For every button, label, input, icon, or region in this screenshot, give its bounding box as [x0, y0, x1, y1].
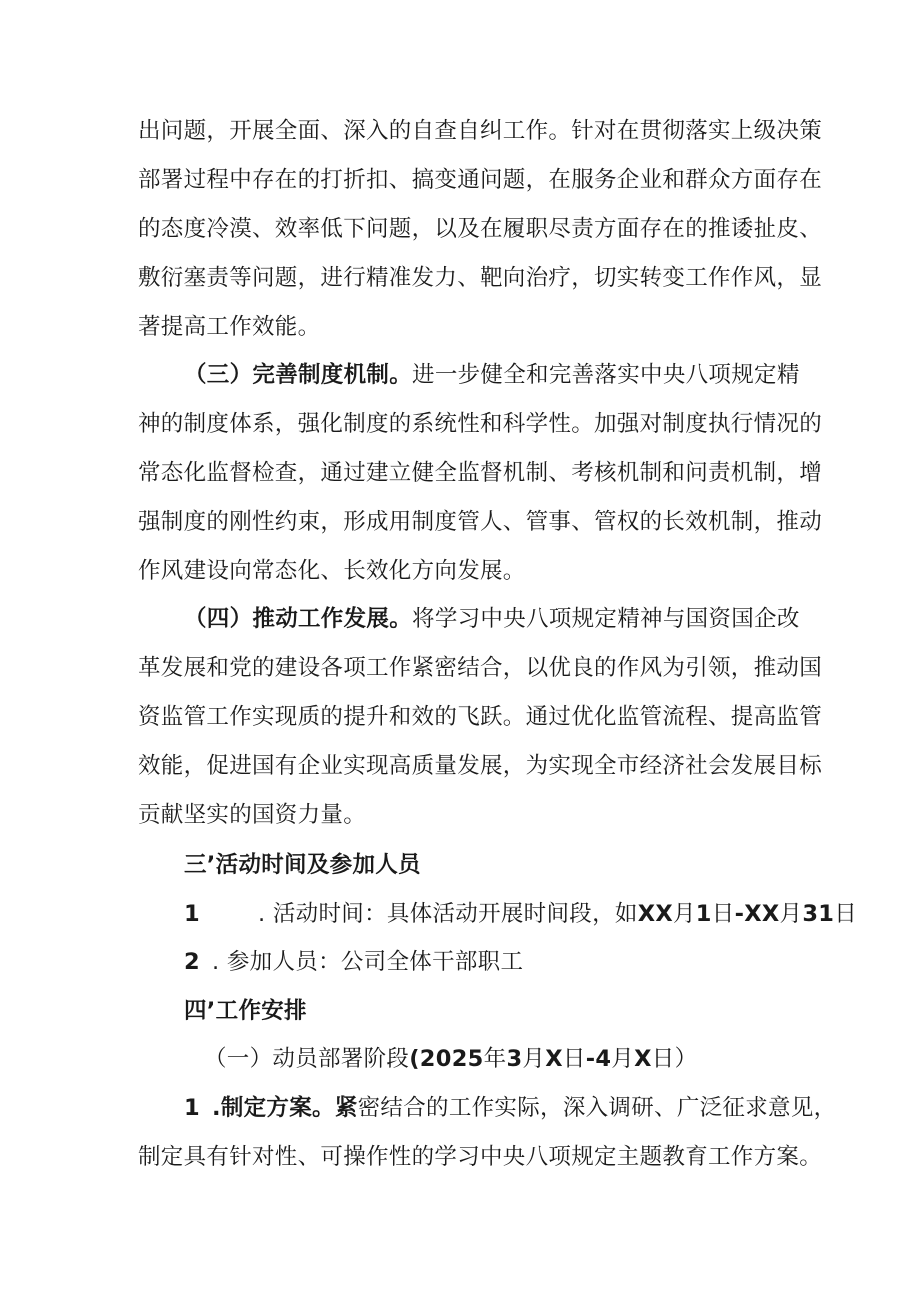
body-text: 将学习中央八项规定精神与国资国企改 [412, 606, 800, 632]
section-title: 三’活动时间及参加人员 [184, 852, 421, 878]
paragraph-heading: （三）完善制度机制。 [184, 362, 413, 388]
body-text-line: 部署过程中存在的打折扣、搞变通问题，在服务企业和群众方面存在 [138, 167, 823, 193]
date-text: 月 [611, 1046, 635, 1072]
date-text: 年 [483, 1046, 507, 1072]
list-item-text: . 参加人员：公司全体干部职工 [211, 949, 524, 975]
body-text-line: 常态化监督检查，通过建立健全监督机制、考核机制和问责机制，增 [138, 460, 823, 486]
date-text: 3 [506, 1046, 523, 1072]
date-text: 31 [802, 901, 835, 927]
body-text-line: 敷衍塞责等问题，进行精准发力、靶向治疗，切实转变工作作风，显 [138, 265, 823, 291]
date-text: 日 [562, 1046, 586, 1072]
date-text: 月 [522, 1046, 546, 1072]
paragraph-first-line [184, 604, 800, 634]
body-text-line: 贡献坚实的国资力量。 [138, 802, 367, 828]
stage-heading-text: （一）动员部署阶段 [204, 1046, 410, 1072]
date-text: XX [637, 901, 673, 927]
plan-first-line [184, 1093, 837, 1123]
body-text-line: 效能，促进国有企业实现高质量发展，为实现全市经济社会发展目标 [138, 753, 823, 779]
date-text: ( [409, 1046, 420, 1072]
date-text: -4 [585, 1046, 612, 1072]
list-number: 2 [184, 949, 200, 975]
paragraph-first-line [184, 360, 800, 390]
body-text: 进一步健全和完善落实中央八项规定精 [412, 362, 800, 388]
body-text-line: 资监管工作实现质的提升和效的飞跃。通过优化监管流程、提高监管 [138, 704, 823, 730]
paragraph-heading: .制定方案。紧 [211, 1095, 358, 1121]
body-text-line: 制定具有针对性、可操作性的学习中央八项规定主题教育工作方案。 [138, 1144, 823, 1170]
body-text: 密结合的工作实际，深入调研、广泛征求意见， [357, 1095, 837, 1121]
body-text-line: 革发展和党的建设各项工作紧密结合，以优良的作风为引领，推动国 [138, 655, 823, 681]
body-text-line: 神的制度体系，强化制度的系统性和科学性。加强对制度执行情况的 [138, 411, 823, 437]
list-item [184, 947, 523, 977]
date-text: 月 [779, 901, 803, 927]
date-text: 日） [651, 1046, 698, 1072]
date-text: -XX [734, 901, 780, 927]
body-text-line: 强制度的刚性约束，形成用制度管人、管事、管权的长效机制，推动 [138, 509, 823, 535]
list-number: 1 [184, 901, 200, 927]
body-text-line: 作风建设向常态化、长效化方向发展。 [138, 558, 526, 584]
date-text: 月 [672, 901, 696, 927]
list-number: 1 [184, 1095, 200, 1121]
date-text: 2025 [419, 1046, 484, 1072]
body-text-line: 的态度冷漠、效率低下问题，以及在履职尽责方面存在的推诿扯皮、 [138, 216, 823, 242]
body-text-line: 出问题，开展全面、深入的自查自纠工作。针对在贯彻落实上级决策 [138, 118, 823, 144]
list-item [184, 899, 857, 929]
stage-heading [204, 1044, 697, 1074]
date-text: 日 [834, 901, 858, 927]
list-item-label: . 活动时间：具体活动开展时间段，如 [257, 901, 638, 927]
section-title: 四’工作安排 [184, 998, 307, 1024]
body-text-line: 著提高工作效能。 [138, 314, 321, 340]
date-text: X [634, 1046, 652, 1072]
paragraph-heading: （四）推动工作发展。 [184, 606, 413, 632]
date-text: 1 [695, 901, 712, 927]
date-text: X [545, 1046, 563, 1072]
date-text: 日 [711, 901, 735, 927]
